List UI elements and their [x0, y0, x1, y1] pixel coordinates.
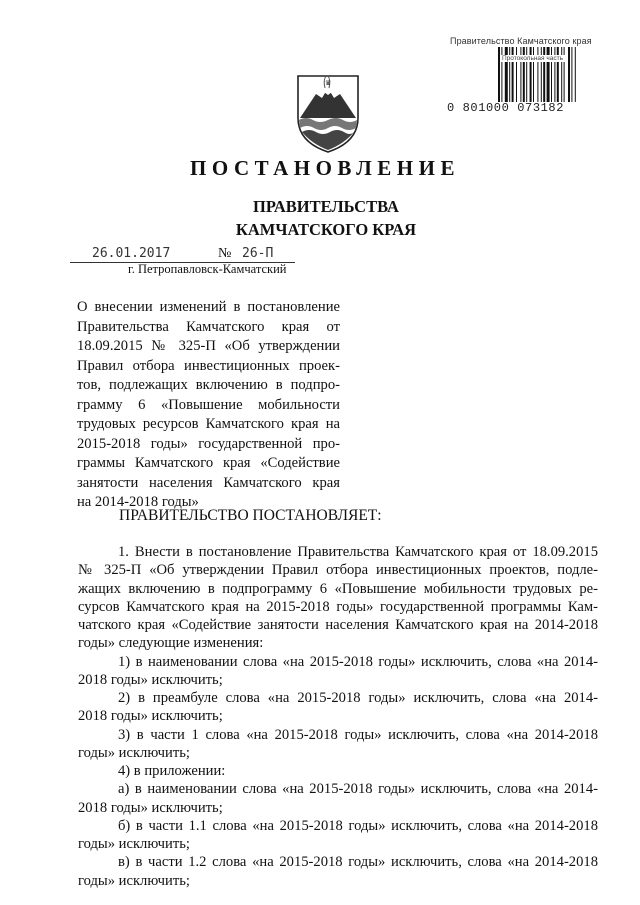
- body-line: годы» исключить;: [78, 836, 190, 852]
- subject-line: О внесении изменений в постановление: [77, 299, 340, 315]
- barcode-bar: [568, 47, 570, 102]
- subject-line: трудовых ресурсов Камчатского края на: [77, 416, 340, 432]
- subject-line: занятости населения Камчатского края: [77, 474, 340, 491]
- body-line: годы» исключить;: [78, 872, 190, 889]
- body-line: 2018 годы» исключить;: [78, 671, 223, 688]
- subject-line: на 2014-2018 годы»: [77, 494, 199, 510]
- body-line: сурсов Камчатского края на 2015-2018 годы» государственной программы Кам-: [78, 598, 598, 615]
- kamchatka-emblem-icon: [294, 68, 362, 154]
- body-line: годы» следующие изменения:: [78, 635, 264, 652]
- body-line: № 325-П «Об утверждении Правил отбора инвестиционных проектов, подле-: [78, 562, 598, 579]
- decree-statement: ПРАВИТЕЛЬСТВО ПОСТАНОВЛЯЕТ:: [119, 507, 382, 524]
- body-line: б) в части 1.1 слова «на 2015-2018 годы» исключить, слова «на 2014-2018: [118, 817, 598, 834]
- body-line: 2) в преамбуле слова «на 2015-2018 годы» исключить, слова «на 2014-: [118, 690, 598, 706]
- number-sign: №: [218, 246, 232, 261]
- subject-line: 18.09.2015 № 325-П «Об утверждении: [77, 338, 340, 354]
- body-line: а) в наименовании слова «на 2015-2018 годы» исключить, слова «на 2014-: [118, 781, 598, 798]
- stamp-subtitle: Протокольная часть: [502, 55, 563, 62]
- subject-line: граммы Камчатского края «Содействие: [77, 455, 340, 471]
- body-line: годы» исключить;: [78, 744, 190, 761]
- subject-line: тов, подлежащих включению в подпро-: [77, 377, 340, 393]
- barcode-number: 0 801000 073182: [447, 101, 565, 115]
- subject-line: грамму 6 «Повышение мобильности: [77, 396, 340, 413]
- document-subject: [77, 298, 340, 513]
- document-type-heading: ПОСТАНОВЛЕНИЕ: [190, 156, 460, 180]
- body-line: 1) в наименовании слова «на 2015-2018 годы» исключить, слова «на 2014-: [118, 653, 598, 670]
- body-line: чатского края «Содействие занятости населения Камчатского края на 2014-2018: [78, 617, 598, 633]
- city: г. Петропавловск-Камчатский: [128, 262, 287, 276]
- body-line: 1. Внести в постановление Правительства Камчатского края от 18.09.2015: [118, 544, 598, 560]
- svg-text:♛: ♛: [324, 79, 332, 87]
- body-line: 3) в части 1 слова «на 2015-2018 годы» исключить, слова «на 2014-2018: [118, 726, 598, 743]
- document-body: [78, 543, 598, 890]
- barcode-bar: [575, 47, 576, 102]
- body-line: в) в части 1.2 слова «на 2015-2018 годы» исключить, слова «на 2014-2018: [118, 854, 598, 871]
- body-line: 4) в приложении:: [118, 763, 226, 779]
- authority-line-2: КАМЧАТСКОГО КРАЯ: [235, 220, 417, 239]
- barcode-bar: [571, 47, 572, 102]
- document-date: 26.01.2017: [92, 246, 171, 261]
- authority-line-1: ПРАВИТЕЛЬСТВА: [253, 197, 399, 216]
- body-line: жащих включению в подпрограмму 6 «Повышение мобильности трудовых ре-: [78, 580, 598, 597]
- body-line: 2018 годы» исключить;: [78, 799, 223, 816]
- subject-line: Правил отбора инвестиционных проек-: [77, 357, 340, 374]
- stamp-title: Правительство Камчатского края: [450, 36, 592, 46]
- subject-line: 2015-2018 годы» государственной про-: [77, 435, 340, 452]
- document-number: 26-П: [242, 246, 274, 261]
- subject-line: Правительства Камчатского края от: [77, 318, 340, 335]
- body-line: 2018 годы» исключить;: [78, 708, 223, 725]
